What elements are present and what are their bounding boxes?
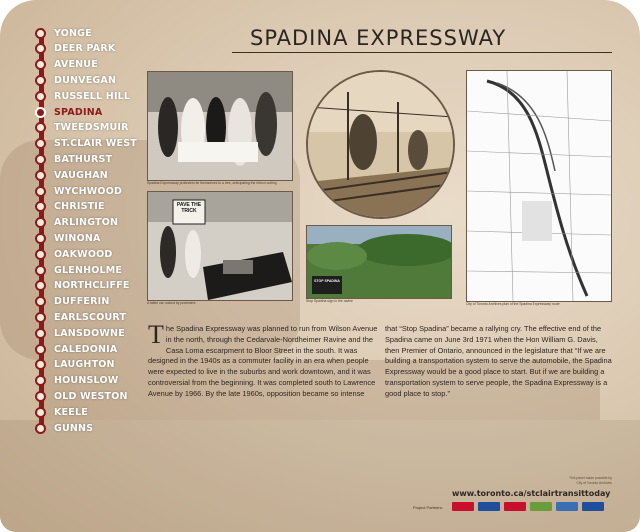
body-text-1: he Spadina Expressway was planned to run from Wilson Avenue in the north, through the Cedarvale-Nordheimer Ravine and the Casa Loma escarpment to Bloor Street in the south. It was designed in the 1940s as a commuter facility in an era when people were expected to live in the suburbs and work downtown, and it was controversial from the beginning. It was completed south to Lawrence Avenue by 1966. By the late 1960s, opposition became so intense — [148, 324, 378, 398]
station-label: CHRISTIE — [54, 201, 105, 213]
station-dot — [35, 43, 46, 54]
car-photo-caption: A fallen car rocked by protesters — [147, 301, 196, 305]
station-label: DUFFERIN — [54, 296, 110, 308]
station-label: LANSDOWNE — [54, 327, 125, 339]
car-photo — [147, 191, 293, 301]
partner-logo-transit — [530, 502, 552, 511]
station-dot — [35, 375, 46, 386]
route-map — [466, 70, 612, 302]
station-label: ARLINGTON — [54, 217, 119, 229]
station-dot — [35, 59, 46, 70]
body-text-2: that “Stop Spadina” became a rallying cry. The effective end of the Spadina came on June 3rd 1971 when the Hon William G. Davis, then Premier of Ontario, announced in the legislature that “If we are building a transportation system to serve the automobile, the Spadina Expressway would be a good place to start. But if we are building a transportation system to serve people, the Spadina Expressway is a good place to stop.” — [385, 324, 612, 398]
station-dot — [35, 407, 46, 418]
station-dot — [35, 201, 46, 212]
station-label: DEER PARK — [54, 43, 116, 55]
partner-logo-ttc — [452, 502, 474, 511]
title-rule — [232, 52, 612, 53]
station-dot — [35, 280, 46, 291]
station-dot — [35, 122, 46, 133]
map-caption: City of Toronto Archives plan of the Spadina Expressway route — [466, 302, 560, 306]
station-label: WINONA — [54, 232, 101, 244]
station-label: WYCHWOOD — [54, 185, 123, 197]
station-dot — [35, 312, 46, 323]
website-link[interactable]: www.toronto.ca/stclairtransittoday — [452, 489, 611, 498]
station-label: NORTHCLIFFE — [54, 280, 130, 292]
credit-line-2: City of Toronto Archives — [576, 481, 612, 485]
station-dot — [35, 170, 46, 181]
protest-sign: PAVE THE TRICK — [176, 202, 202, 214]
stop-spadina-board: STOP SPADINA — [314, 279, 340, 283]
station-label: CALEDONIA — [54, 343, 118, 355]
station-dot — [35, 391, 46, 402]
station-label: GLENHOLME — [54, 264, 123, 276]
station-label: SPADINA — [54, 106, 103, 118]
station-dot — [35, 296, 46, 307]
station-dot — [35, 75, 46, 86]
station-dot — [35, 328, 46, 339]
partner-logo-toronto — [478, 502, 500, 511]
station-label: ST.CLAIR WEST — [54, 138, 137, 150]
station-dot — [35, 154, 46, 165]
station-label: AVENUE — [54, 59, 98, 71]
station-dot — [35, 91, 46, 102]
station-dot — [35, 233, 46, 244]
page-title: SPADINA EXPRESSWAY — [250, 26, 507, 50]
body-column-1 — [148, 320, 380, 400]
station-dot — [35, 249, 46, 260]
station-dot — [35, 186, 46, 197]
station-label: EARLSCOURT — [54, 311, 127, 323]
partner-logo-library — [582, 502, 604, 511]
station-label: GUNNS — [54, 422, 94, 434]
station-label: RUSSELL HILL — [54, 90, 131, 102]
station-label: KEELE — [54, 406, 88, 418]
partner-logo-city — [556, 502, 578, 511]
station-label: LAUGHTON — [54, 359, 115, 371]
station-dot — [35, 28, 46, 39]
station-dot — [35, 344, 46, 355]
station-label: BATHURST — [54, 153, 113, 165]
station-gunns — [30, 419, 93, 437]
protest-photo — [147, 71, 293, 181]
station-label: TWEEDSMUIR — [54, 122, 129, 134]
station-dot — [35, 138, 46, 149]
credit-line-1: This panel made possible by — [569, 476, 612, 480]
ravine-photo-caption: Stop Spadina sign in the ravine — [306, 299, 353, 303]
ravine-photo — [306, 225, 452, 299]
station-label: DUNVEGAN — [54, 74, 117, 86]
dropcap: T — [148, 320, 164, 349]
station-label: OLD WESTON — [54, 390, 128, 402]
station-list — [30, 24, 150, 434]
round-track-photo — [306, 70, 455, 219]
partners-label: Project Partners: — [413, 505, 443, 510]
background-lower-shape — [0, 420, 640, 532]
station-dot — [35, 217, 46, 228]
station-label: YONGE — [54, 27, 92, 39]
station-dot — [35, 423, 46, 434]
station-dot — [35, 359, 46, 370]
protest-photo-caption: Spadina Expressway protesters tie themselves to a tree, anticipating the ribbon cutting — [147, 181, 277, 185]
station-label: VAUGHAN — [54, 169, 108, 181]
station-label: HOUNSLOW — [54, 375, 119, 387]
station-dot — [35, 107, 46, 118]
partner-logo-ttc — [504, 502, 526, 511]
station-label: OAKWOOD — [54, 248, 113, 260]
station-dot — [35, 265, 46, 276]
body-column-2 — [385, 324, 613, 400]
